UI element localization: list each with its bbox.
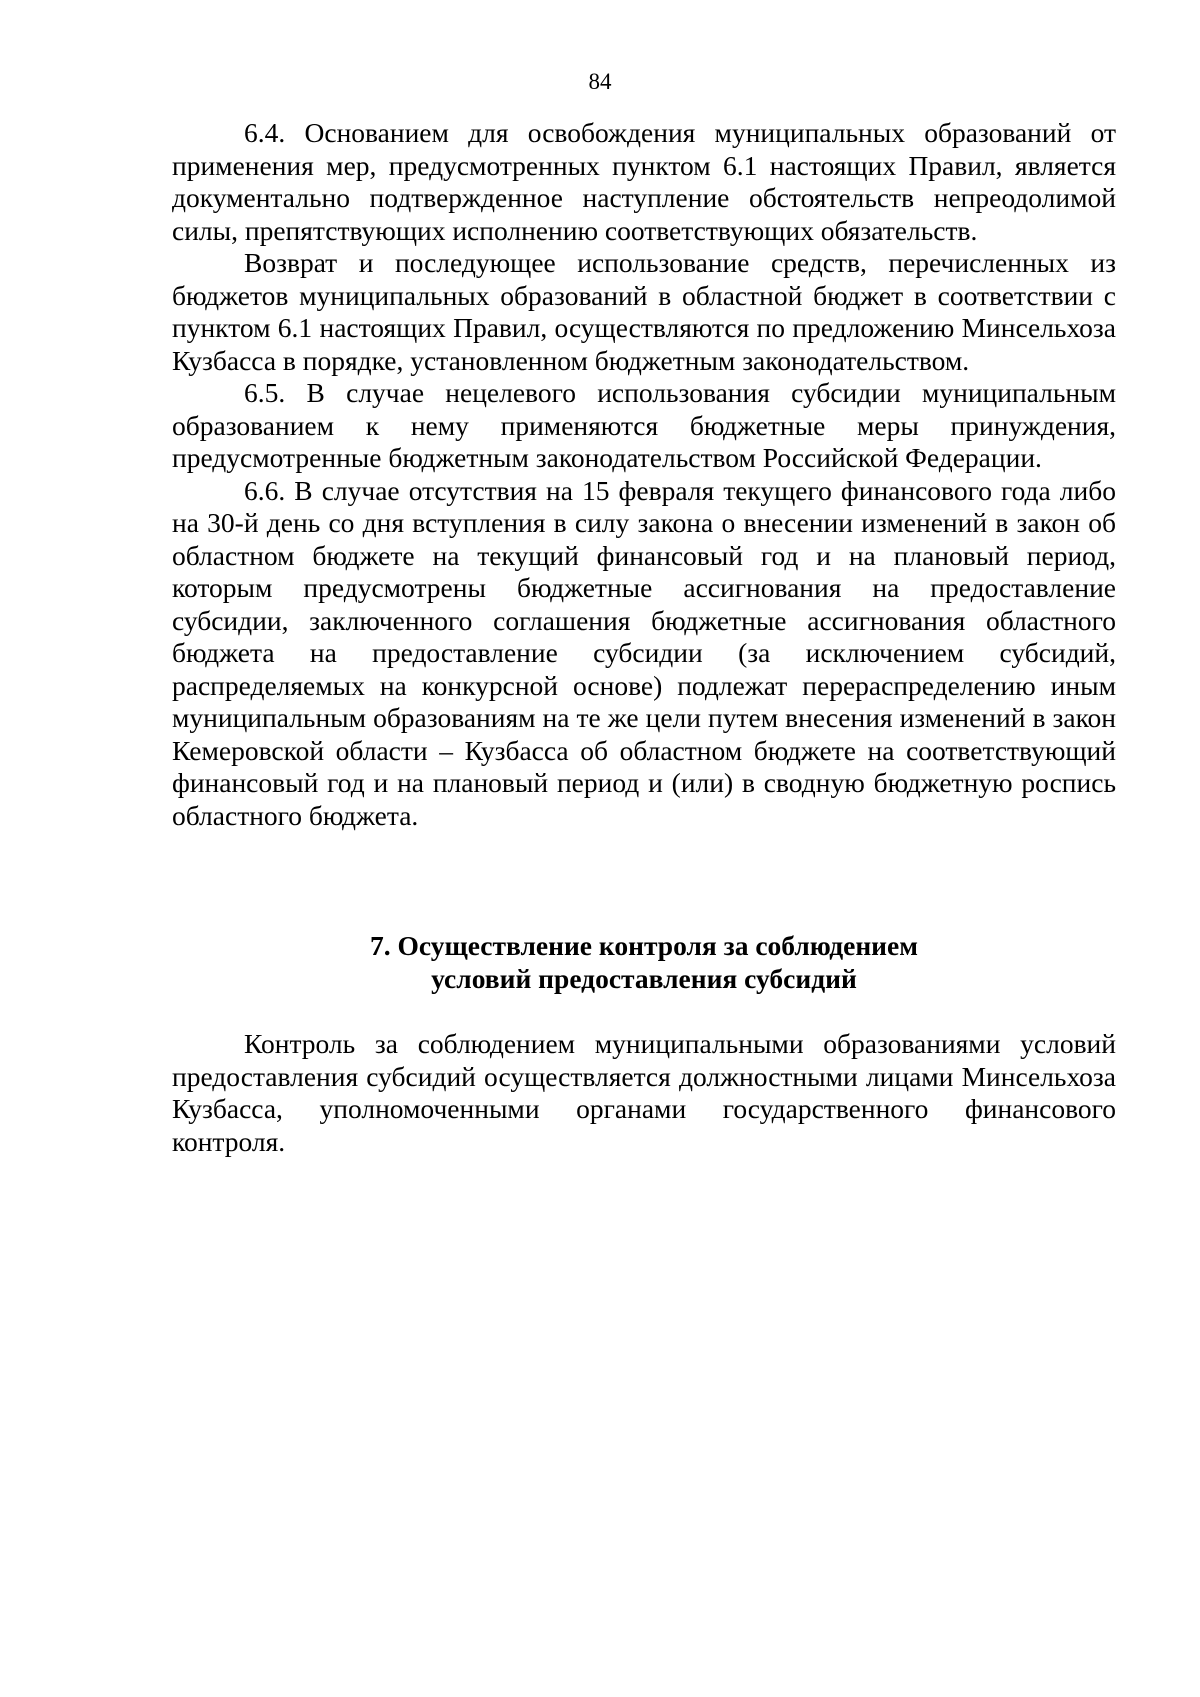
section-7-text: [172, 1028, 1116, 1158]
section-6-text: [172, 117, 1116, 832]
section-7-heading: [172, 929, 1116, 995]
paragraph-6-5: 6.5. В случае нецелевого использования субсидии муниципальным образованием к нему применяются бюджетные меры принуждения, предусмотренные бюджетным законодательством Российской Федерации.: [172, 377, 1116, 473]
paragraph-refund: Возврат и последующее использование средств, перечисленных из бюджетов муниципальных образований в областной бюджет в соответствии с пунктом 6.1 настоящих Правил, осуществляются по предложению Минсельхоза Кузбасса в порядке, установленном бюджетным законодательством.: [172, 247, 1116, 376]
section-7-heading-line-2: условий предоставления субсидий: [431, 963, 857, 994]
paragraph-control: Контроль за соблюдением муниципальными образованиями условий предоставления субсидий осуществляется должностными лицами Минсельхоза Кузбасса, уполномоченными органами государственного финансового контроля.: [172, 1028, 1116, 1157]
paragraph-6-4: 6.4. Основанием для освобождения муниципальных образований от применения мер, предусмотренных пунктом 6.1 настоящих Правил, является документально подтвержденное наступление обстоятельств непреодолимой силы, препятствующих исполнению соответствующих обязательств.: [172, 117, 1116, 246]
page-number: 84: [588, 69, 612, 94]
paragraph-6-6: 6.6. В случае отсутствия на 15 февраля текущего финансового года либо на 30-й день со дня вступления в силу закона о внесении изменений в закон об областном бюджете на текущий финансовый год и на плановый период, которым предусмотрены бюджетные ассигнования на предоставление субсидии, заключенного соглашения бюджетные ассигнования областного бюджета на предоставление субсидии (за исключением субсидий, распределяемых на конкурсной основе) подлежат перераспределению иным муниципальным образованиям на те же цели путем внесения изменений в закон Кемеровской области – Кузбасса об областном бюджете на соответствующий финансовый год и на плановый период и (или) в сводную бюджетную роспись областного бюджета.: [172, 474, 1116, 831]
section-7-heading-line-1: 7. Осуществление контроля за соблюдением: [370, 930, 918, 961]
